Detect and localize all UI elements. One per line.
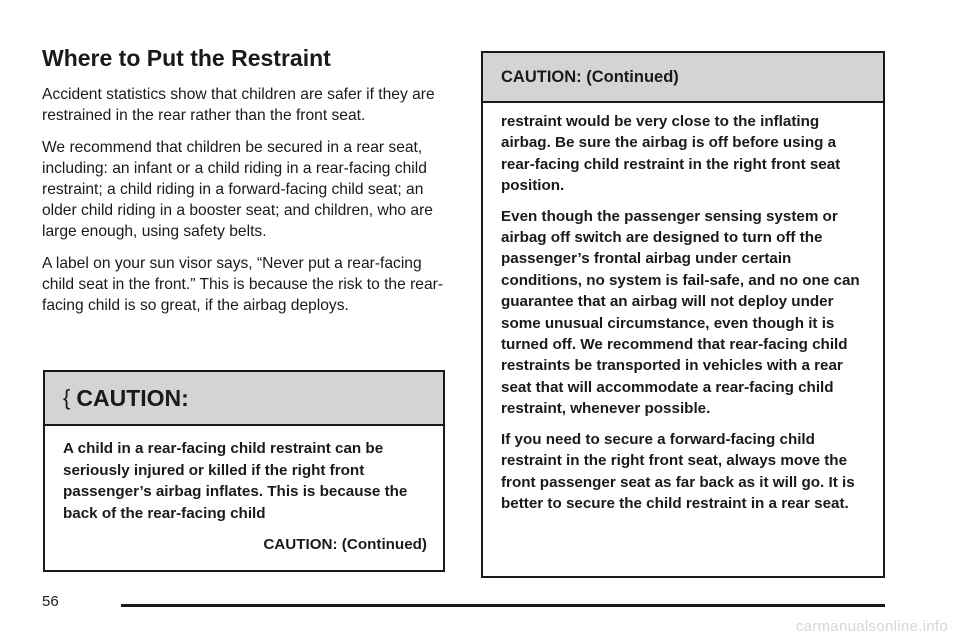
caution-continued-label: CAUTION: (Continued) <box>263 536 427 553</box>
caution-continued-paragraph-2: Even though the passenger sensing system or airbag off switch are designed to turn off the passenger’s frontal airbag under certain conditions, no system is fail-safe, and no one can guarantee that an airbag will not deploy under some unusual circumstance, even though it is turned off. We recommend that rear-facing child restraints be transported in vehicles with a rear seat that will accommodate a rear-facing child restraint, whenever possible. <box>501 207 860 418</box>
left-column <box>42 40 452 327</box>
body-paragraph-3: A label on your sun visor says, “Never put a rear-facing child seat in the front.” This is because the risk to the rear-facing child is so great, if the airbag deploys. <box>42 255 444 314</box>
caution-continued-box <box>481 51 885 578</box>
caution-header-text: CAUTION: <box>76 384 189 411</box>
caution-body-text: A child in a rear-facing child restraint can be seriously injured or killed if the right front passenger’s airbag inflates. This is because the back of the rear-facing child <box>63 440 408 522</box>
caution-continued-body <box>483 103 883 514</box>
caution-box <box>43 370 445 572</box>
caution-continued-header-text: CAUTION: (Continued) <box>501 67 679 86</box>
watermark[interactable]: carmanualsonline.info <box>795 618 948 635</box>
caution-header <box>45 372 443 426</box>
body-paragraph-2: We recommend that children be secured in a rear seat, including: an infant or a child riding in a rear-facing child restraint; a child riding in a forward-facing child seat; an older child riding in a booster seat; and children, who are large enough, using safety belts. <box>42 139 433 240</box>
caution-continued-header <box>483 53 883 103</box>
caution-warning-icon: { <box>63 385 71 410</box>
body-paragraph-1: Accident statistics show that children are safer if they are restrained in the rear rather than the front seat. <box>42 86 435 124</box>
caution-continued-paragraph-3: If you need to secure a forward-facing child restraint in the right front seat, always move the front passenger seat as far back as it will go. It is better to secure the child restraint in a rear seat. <box>501 430 855 512</box>
caution-body <box>45 426 443 556</box>
section-title: Where to Put the Restraint <box>42 45 331 71</box>
caution-continued-paragraph-1: restraint would be very close to the inflating airbag. Be sure the airbag is off before using a rear-facing child restraint in the right front seat position. <box>501 113 841 195</box>
page-number: 56 <box>42 593 59 610</box>
footer-rule <box>121 604 885 607</box>
